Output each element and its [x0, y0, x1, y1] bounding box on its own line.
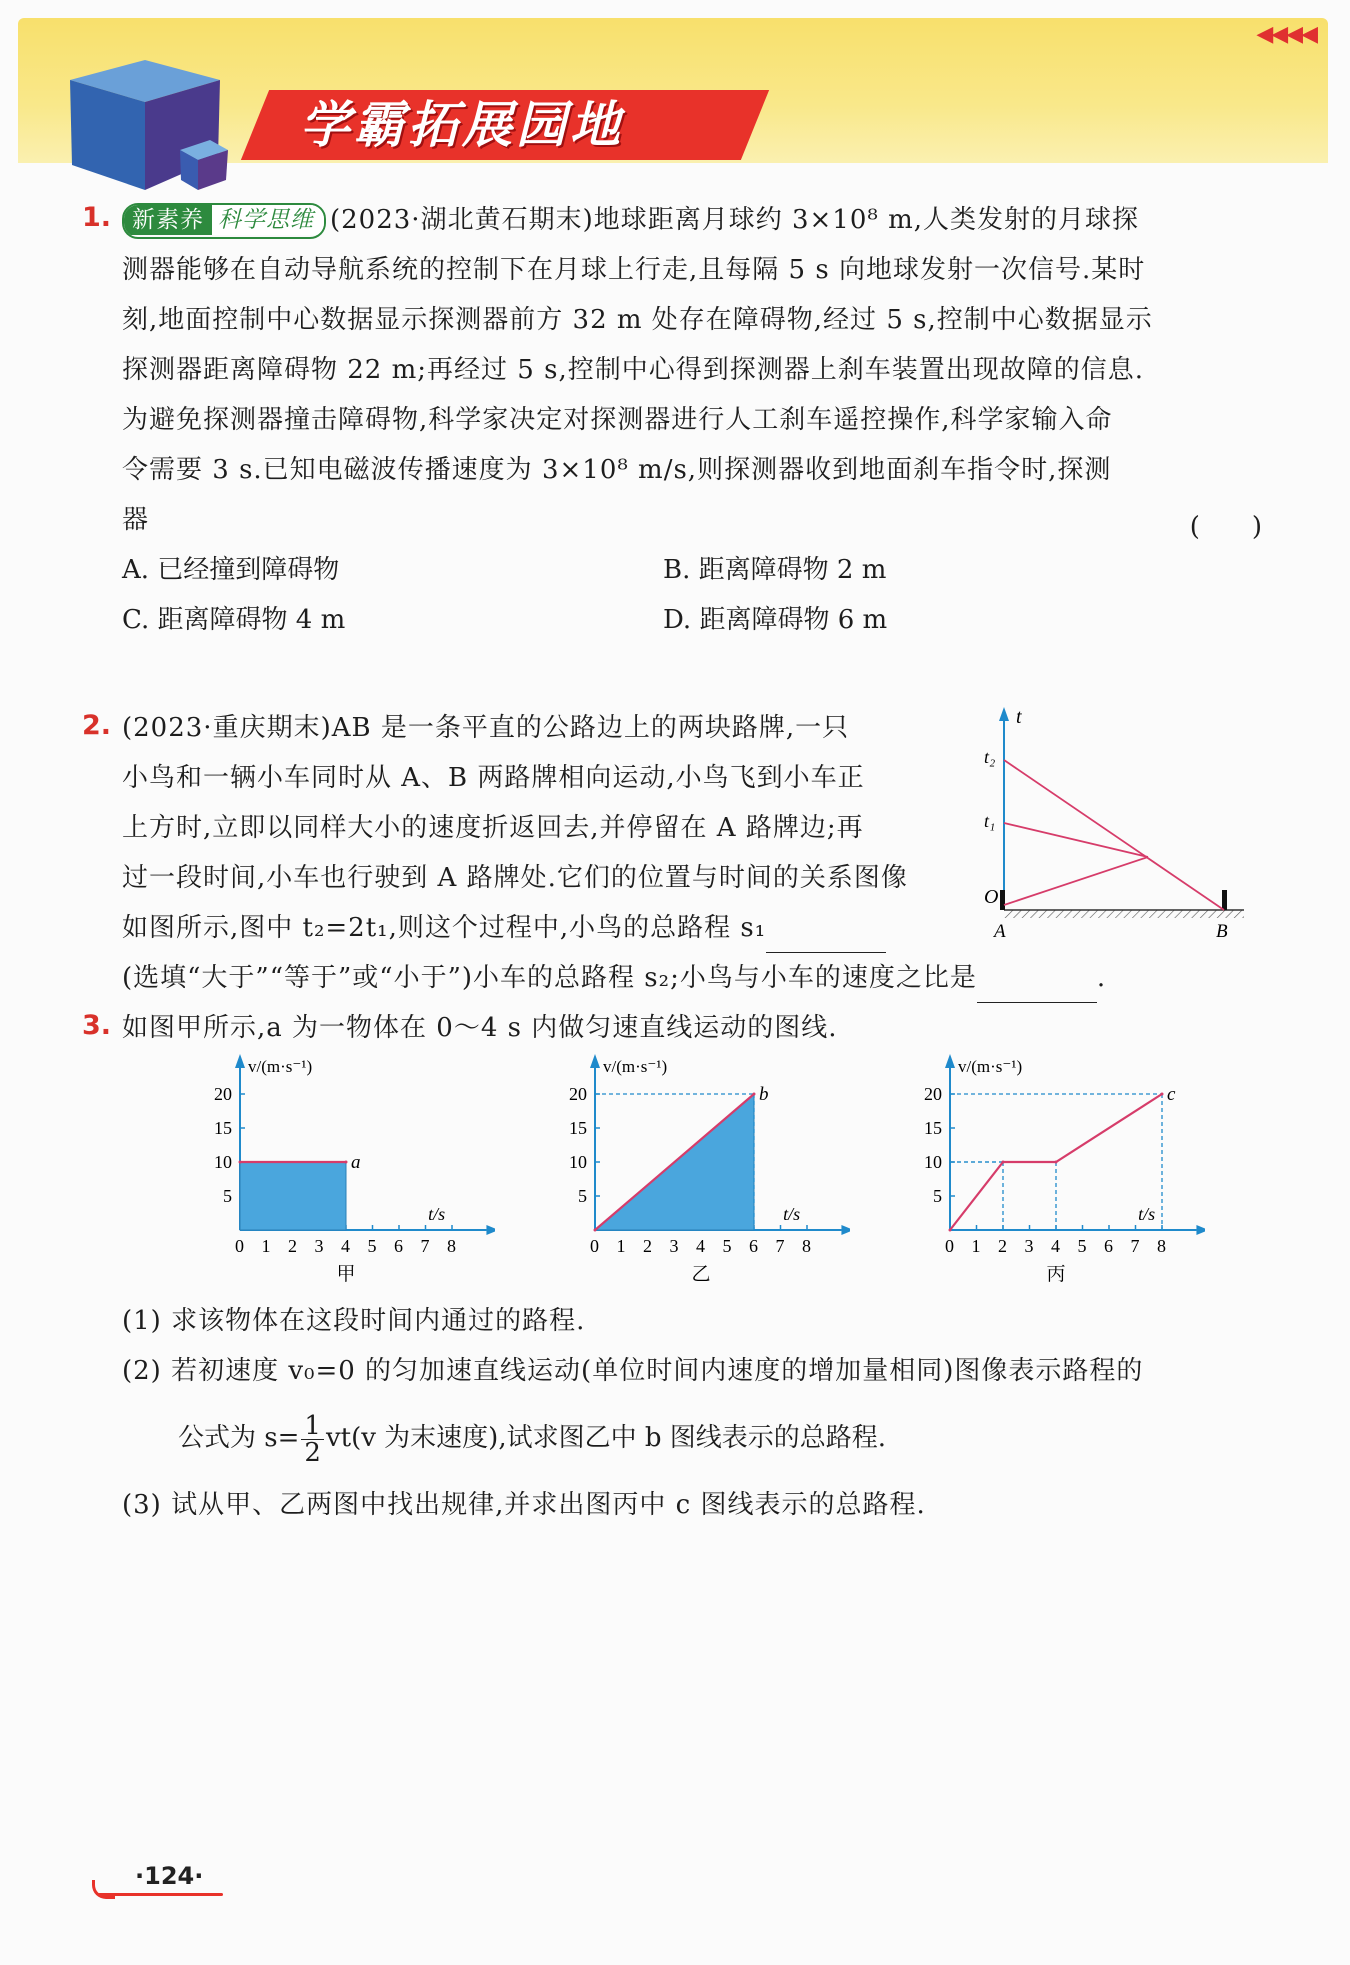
question-2-text-5: 如图所示,图中 t₂=2t₁,则这个过程中,小鸟的总路程 s₁	[122, 913, 767, 943]
data-point	[1002, 1161, 1005, 1164]
tag-badge	[122, 203, 326, 239]
question-3-sub-2-line-2	[178, 1408, 886, 1468]
question-1-line-7: 器	[122, 505, 150, 535]
x-tick-label: 0	[945, 1236, 954, 1256]
x-tick-label: 3	[314, 1236, 324, 1256]
fraction	[301, 1410, 324, 1468]
page-number: ·124·	[135, 1862, 204, 1890]
tag-left: 新素养	[124, 205, 212, 235]
x-tick-label: 8	[1157, 1236, 1166, 1256]
chart-caption: 乙	[691, 1264, 711, 1285]
question-2-text-6: (选填“大于”“等于”或“小于”)小车的总路程 s₂;小鸟与小车的速度之比是	[122, 963, 977, 993]
x-axis-label: t/s	[1138, 1204, 1156, 1224]
x-tick-label: 2	[998, 1236, 1007, 1256]
t-axis-label: t	[1016, 706, 1022, 728]
data-point	[753, 1093, 756, 1096]
question-2-line-3: 上方时,立即以同样大小的速度折返回去,并停留在 A 路牌边;再	[122, 813, 864, 843]
arrows-decoration: ◀◀◀◀	[1256, 22, 1316, 47]
blank-1[interactable]	[766, 922, 886, 953]
formula-prefix: 公式为 s=	[178, 1423, 300, 1453]
question-2-number: 2.	[82, 710, 112, 741]
series-label: a	[351, 1152, 361, 1173]
page-title: 学霸拓展园地	[300, 96, 624, 154]
answer-bracket: ( )	[1189, 512, 1262, 542]
x-axis-arrow	[1196, 1225, 1205, 1235]
series-label: b	[759, 1084, 769, 1105]
x-tick-label: 8	[447, 1236, 456, 1256]
chart-caption: 丙	[1046, 1264, 1066, 1285]
car-line	[1004, 760, 1224, 910]
formula-suffix: vt(v 为末速度),试求图乙中 b 图线表示的总路程.	[325, 1423, 887, 1453]
blank-2[interactable]	[977, 972, 1097, 1003]
x-tick-label: 6	[749, 1236, 758, 1256]
t1-label: t₁	[984, 811, 996, 831]
data-point	[239, 1161, 242, 1164]
y-tick-label: 10	[214, 1152, 232, 1172]
x-tick-label: 0	[235, 1236, 244, 1256]
x-tick-label: 4	[696, 1236, 705, 1256]
y-tick-label: 15	[569, 1118, 587, 1138]
option-d: D. 距离障碍物 6 m	[663, 605, 888, 635]
data-point	[1055, 1161, 1058, 1164]
chart-caption: 甲	[336, 1264, 356, 1285]
data-point	[594, 1229, 597, 1232]
chart-bing	[905, 1052, 1205, 1292]
x-tick-label: 5	[367, 1236, 377, 1256]
question-2-line-6	[122, 953, 1262, 1003]
y-axis-label: v/(m·s⁻¹)	[248, 1057, 313, 1076]
b-label: B	[1216, 921, 1228, 942]
question-1-line-1	[122, 195, 1262, 245]
road-hatch	[1004, 910, 1244, 918]
x-tick-label: 5	[1077, 1236, 1087, 1256]
y-axis-arrow	[590, 1054, 600, 1068]
y-tick-label: 10	[569, 1152, 587, 1172]
x-tick-label: 3	[1024, 1236, 1034, 1256]
x-tick-label: 8	[802, 1236, 811, 1256]
y-axis-arrow	[945, 1054, 955, 1068]
question-3-sub-2-line-1: (2) 若初速度 v₀=0 的匀加速直线运动(单位时间内速度的增加量相同)图像表示路程的	[122, 1356, 1144, 1386]
data-point	[345, 1161, 348, 1164]
x-tick-label: 1	[971, 1236, 981, 1256]
position-time-figure	[980, 705, 1270, 945]
question-2-line-1: (2023·重庆期末)AB 是一条平直的公路边上的两块路牌,一只	[122, 713, 850, 743]
option-a: A. 已经撞到障碍物	[122, 555, 340, 585]
option-b: B. 距离障碍物 2 m	[663, 555, 887, 585]
t-axis-arrow	[999, 707, 1009, 721]
page-underline	[98, 1893, 223, 1896]
sign-b	[1222, 890, 1227, 910]
fraction-denominator: 2	[304, 1437, 321, 1468]
x-tick-label: 0	[590, 1236, 599, 1256]
x-axis-label: t/s	[783, 1204, 801, 1224]
x-tick-label: 4	[341, 1236, 350, 1256]
y-axis-arrow	[235, 1054, 245, 1068]
x-tick-label: 4	[1051, 1236, 1060, 1256]
cube-icon	[50, 40, 240, 205]
question-2-end: .	[1096, 963, 1107, 993]
y-axis-label: v/(m·s⁻¹)	[958, 1057, 1023, 1076]
question-2-line-2: 小鸟和一辆小车同时从 A、B 两路牌相向运动,小鸟飞到小车正	[122, 763, 865, 793]
y-tick-label: 15	[924, 1118, 942, 1138]
x-tick-label: 1	[261, 1236, 271, 1256]
question-1-text-1: (2023·湖北黄石期末)地球距离月球约 3×10⁸ m,人类发射的月球探	[330, 205, 1140, 235]
question-1-line-3: 刻,地面控制中心数据显示探测器前方 32 m 处存在障碍物,经过 5 s,控制中心数据显示	[122, 305, 1153, 335]
x-tick-label: 2	[288, 1236, 297, 1256]
data-point	[949, 1229, 952, 1232]
question-1-number: 1.	[82, 202, 112, 233]
x-tick-label: 7	[775, 1236, 785, 1256]
question-3-sub-3: (3) 试从甲、乙两图中找出规律,并求出图丙中 c 图线表示的总路程.	[122, 1490, 926, 1520]
y-tick-label: 5	[578, 1186, 587, 1206]
y-tick-label: 20	[214, 1084, 232, 1104]
page-curl-decoration	[92, 1880, 115, 1899]
option-c: C. 距离障碍物 4 m	[122, 605, 346, 635]
question-2-line-4: 过一段时间,小车也行驶到 A 路牌处.它们的位置与时间的关系图像	[122, 863, 908, 893]
bird-out-line	[1004, 857, 1148, 905]
question-1-line-5: 为避免探测器撞击障碍物,科学家决定对探测器进行人工刹车遥控操作,科学家输入命	[122, 405, 1113, 435]
data-point	[1161, 1093, 1164, 1096]
a-label: A	[994, 921, 1006, 942]
x-axis-label: t/s	[428, 1204, 446, 1224]
question-3-sub-1: (1) 求该物体在这段时间内通过的路程.	[122, 1306, 586, 1336]
t2-label: t₂	[984, 747, 996, 767]
question-3-stem: 如图甲所示,a 为一物体在 0～4 s 内做匀速直线运动的图线.	[122, 1013, 838, 1043]
series-label: c	[1167, 1084, 1176, 1105]
chart-yi	[550, 1052, 850, 1292]
x-tick-label: 2	[643, 1236, 652, 1256]
y-axis-label: v/(m·s⁻¹)	[603, 1057, 668, 1076]
question-2-line-5	[122, 903, 962, 953]
x-tick-label: 6	[394, 1236, 403, 1256]
y-tick-label: 20	[569, 1084, 587, 1104]
question-1-line-2: 测器能够在自动导航系统的控制下在月球上行走,且每隔 5 s 向地球发射一次信号.某时	[122, 255, 1146, 285]
x-tick-label: 1	[616, 1236, 626, 1256]
x-axis-arrow	[841, 1225, 850, 1235]
x-tick-label: 3	[669, 1236, 679, 1256]
x-tick-label: 7	[420, 1236, 430, 1256]
x-axis-arrow	[486, 1225, 495, 1235]
shaded-area	[240, 1162, 346, 1230]
bird-back-line	[1004, 823, 1148, 857]
y-tick-label: 20	[924, 1084, 942, 1104]
y-tick-label: 10	[924, 1152, 942, 1172]
origin-label: O	[984, 886, 999, 908]
y-tick-label: 5	[223, 1186, 232, 1206]
sign-a	[1000, 890, 1005, 910]
question-3-number: 3.	[82, 1010, 112, 1041]
question-1-line-6: 令需要 3 s.已知电磁波传播速度为 3×10⁸ m/s,则探测器收到地面刹车指令时,探测	[122, 455, 1112, 485]
tag-right: 科学思维	[212, 205, 324, 235]
fraction-numerator: 1	[301, 1413, 324, 1440]
x-tick-label: 7	[1130, 1236, 1140, 1256]
question-1-line-4: 探测器距离障碍物 22 m;再经过 5 s,控制中心得到探测器上刹车装置出现故障的信息.	[122, 355, 1144, 385]
x-tick-label: 5	[722, 1236, 732, 1256]
y-tick-label: 5	[933, 1186, 942, 1206]
x-tick-label: 6	[1104, 1236, 1113, 1256]
chart-jia	[195, 1052, 495, 1292]
y-tick-label: 15	[214, 1118, 232, 1138]
